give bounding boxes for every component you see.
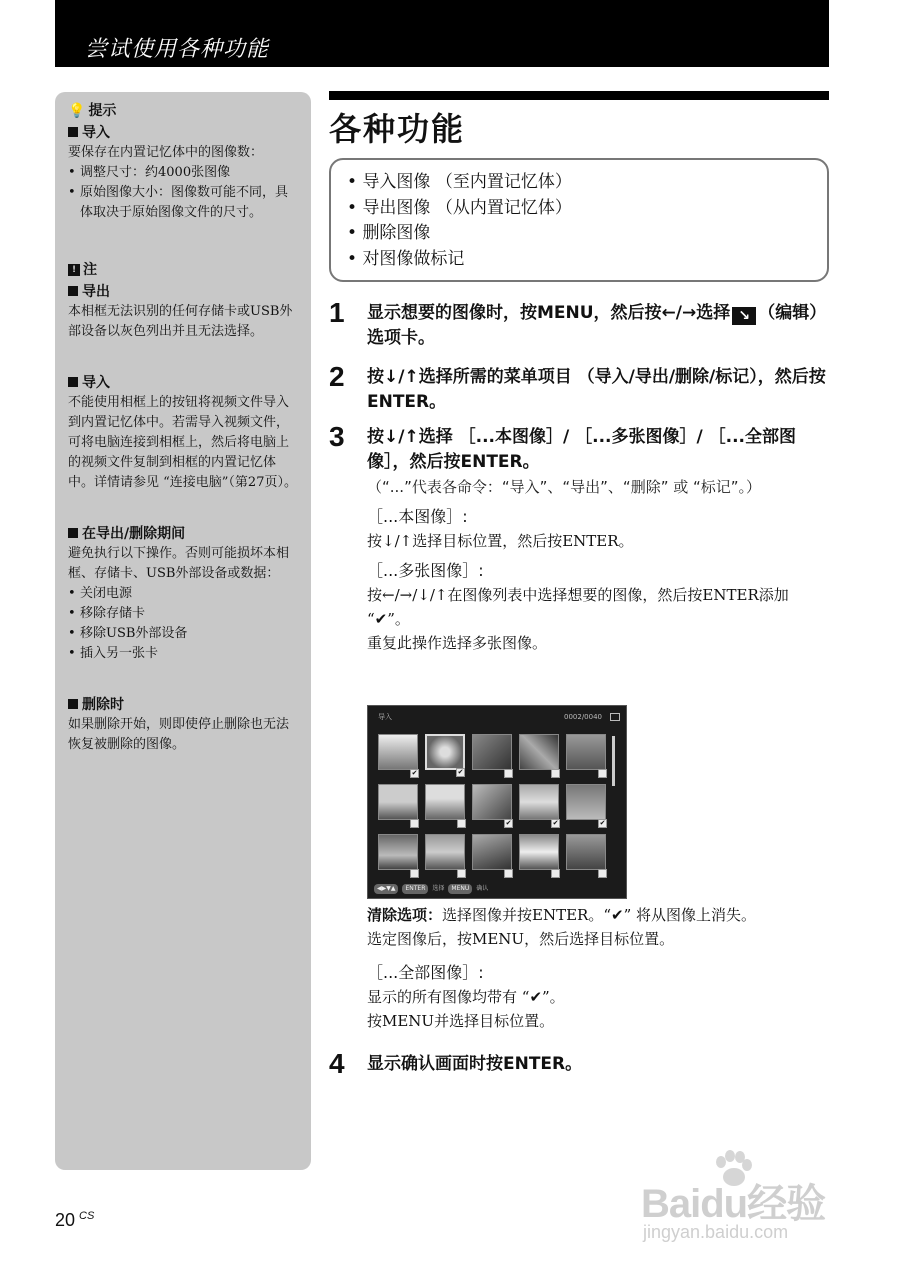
page-number: 20 $^{CS}$ bbox=[55, 1210, 95, 1230]
screen-title: 导入 bbox=[378, 713, 392, 721]
step-1 bbox=[329, 297, 829, 351]
check-icon: ✔ bbox=[599, 819, 606, 827]
sidebar-heading: 在导出/删除期间 bbox=[68, 524, 299, 544]
checkbox-icon bbox=[410, 869, 419, 878]
step-number: 4 bbox=[329, 1048, 345, 1079]
thumbnail bbox=[472, 734, 512, 770]
feature-item: • 导出图像 （从内置记忆体） bbox=[347, 196, 827, 222]
all-images-heading: ［...全部图像］: bbox=[367, 963, 484, 982]
list-item: • 插入另一张卡 bbox=[68, 644, 299, 664]
clear-option-text: 清除选项：选择图像并按ENTER。“✔” 将从图像上消失。 bbox=[367, 906, 757, 924]
screen-bottom-bar: ◀▶▼▲ ENTER 选择 MENU 确认 bbox=[374, 884, 488, 894]
thumbnail bbox=[519, 784, 559, 827]
sidebar-heading: 导出 bbox=[68, 282, 299, 302]
baidu-watermark bbox=[635, 1150, 855, 1250]
step-text: 显示确认画面时按ENTER。 bbox=[367, 1054, 583, 1074]
arrow-keys-icon: ◀▶▼▲ bbox=[374, 884, 398, 894]
tip-label: 💡 提示 bbox=[68, 103, 117, 119]
all-images-text: 显示的所有图像均带有 “✔”。 bbox=[367, 988, 565, 1006]
lightbulb-icon: 💡 bbox=[68, 103, 86, 119]
note-icon: ! bbox=[68, 264, 80, 276]
sidebar-heading: 删除时 bbox=[68, 695, 299, 715]
sidebar-list bbox=[68, 163, 299, 223]
watermark-url: jingyan.baidu.com bbox=[643, 1222, 789, 1242]
import-screen-capture bbox=[367, 705, 627, 899]
thumbnail bbox=[566, 784, 606, 827]
sidebar-heading: 导入 bbox=[68, 123, 299, 143]
checkbox-icon bbox=[551, 769, 560, 778]
note-label: ! 注 bbox=[68, 259, 299, 281]
thumbnail-selected bbox=[425, 734, 465, 776]
this-image-text: 按↓/↑选择目标位置，然后按ENTER。 bbox=[367, 532, 634, 550]
checkbox-icon bbox=[410, 819, 419, 828]
sidebar-text: 避免执行以下操作。否则可能损坏本相框、存储卡、USB外部设备或数据： bbox=[68, 546, 290, 581]
thumbnail bbox=[425, 784, 465, 820]
step-text: 按↓/↑选择所需的菜单项目 （导入/导出/删除/标记），然后按ENTER。 bbox=[367, 367, 826, 412]
list-item: • 关闭电源 bbox=[68, 584, 299, 604]
checkbox-icon bbox=[598, 769, 607, 778]
check-icon: ✔ bbox=[552, 819, 559, 827]
all-images-text-2: 按MENU并选择目标位置。 bbox=[367, 1012, 555, 1030]
step-number: 2 bbox=[329, 361, 345, 392]
step-4 bbox=[329, 1048, 829, 1079]
square-bullet-icon bbox=[68, 286, 78, 296]
checkbox-icon bbox=[551, 869, 560, 878]
memory-icon bbox=[610, 713, 620, 721]
thumbnail bbox=[566, 734, 606, 770]
feature-item: • 删除图像 bbox=[347, 221, 827, 247]
edit-tab-icon: ↘ bbox=[732, 307, 756, 325]
screen-counter: 0002/0040 bbox=[564, 713, 602, 721]
screen-top-bar bbox=[374, 711, 620, 723]
step-text: 按↓/↑选择 ［...本图像］/ ［...多张图像］/ ［...全部图像］，然后按ENTER。 （“...”代表各命令：“导入”、“导出”、“删除” 或 “标记”。） ［...本图像］: 按↓/↑选择目标位置，然后按ENTER。 ［...多张图像］: 按←/→/↓/↑在图像列表中选择想要的图像，然后按ENTER添加 “✔”。 重复此操作选择多张图像。 bbox=[367, 425, 829, 655]
screen-scrollbar bbox=[612, 736, 615, 786]
thumbnail bbox=[378, 834, 418, 870]
sidebar-text: 要保存在内置记忆体中的图像数： bbox=[68, 145, 264, 160]
list-item: • 移除存储卡 bbox=[68, 604, 299, 624]
page-title: 各种功能 bbox=[329, 110, 466, 148]
sidebar-text: 如果删除开始，则即使停止删除也无法恢复被删除的图像。 bbox=[68, 717, 290, 752]
thumbnail bbox=[425, 834, 465, 870]
sidebar-text: 不能使用相框上的按钮将视频文件导入到内置记忆体中。若需导入视频文件，可将电脑连接到相框上，然后将电脑上的视频文件复制到相框的内置记忆体中。详情请参见 “连接电脑”（第27页）。 bbox=[68, 395, 297, 490]
feature-list bbox=[347, 170, 827, 272]
step-text bbox=[367, 903, 829, 1033]
sidebar-list bbox=[68, 584, 299, 664]
sidebar-notes bbox=[55, 92, 311, 1170]
square-bullet-icon bbox=[68, 127, 78, 137]
checkbox-icon bbox=[504, 869, 513, 878]
section-title: 尝试使用各种功能 bbox=[85, 37, 270, 62]
square-bullet-icon bbox=[68, 699, 78, 709]
feature-item: • 导入图像 （至内置记忆体） bbox=[347, 170, 827, 196]
thumbnail bbox=[378, 734, 418, 777]
this-image-heading: ［...本图像］: bbox=[367, 507, 468, 526]
header-bar bbox=[55, 0, 829, 67]
check-icon: ✔ bbox=[505, 819, 512, 827]
watermark-brand: Baidu经验 bbox=[641, 1182, 826, 1226]
menu-key-icon: MENU bbox=[448, 884, 472, 894]
check-icon: ✔ bbox=[457, 768, 464, 776]
square-bullet-icon bbox=[68, 528, 78, 538]
list-item: • 移除USB外部设备 bbox=[68, 624, 299, 644]
checkbox-icon bbox=[504, 769, 513, 778]
square-bullet-icon bbox=[68, 377, 78, 387]
sidebar-text: 本相框无法识别的任何存储卡或USB外部设备以灰色列出并且无法选择。 bbox=[68, 304, 293, 339]
thumbnail bbox=[519, 734, 559, 770]
step-text: 显示想要的图像时，按MENU，然后按←/→选择 ↘ （编辑）选项卡。 bbox=[367, 303, 827, 348]
checkbox-icon bbox=[457, 819, 466, 828]
list-item: • 原始图像大小：图像数可能不同，具体取决于原始图像文件的尺寸。 bbox=[68, 183, 299, 223]
enter-key-icon: ENTER bbox=[402, 884, 428, 894]
step-number: 1 bbox=[329, 297, 345, 328]
multi-image-text: 按←/→/↓/↑在图像列表中选择想要的图像，然后按ENTER添加 “✔”。 bbox=[367, 586, 789, 628]
step-number: 3 bbox=[329, 421, 345, 452]
thumbnail bbox=[472, 834, 512, 870]
sidebar-heading: 导入 bbox=[68, 373, 299, 393]
checkbox-icon bbox=[457, 869, 466, 878]
checkbox-icon bbox=[598, 869, 607, 878]
thumbnail bbox=[472, 784, 512, 827]
title-rule bbox=[329, 91, 829, 100]
step-2 bbox=[329, 361, 829, 415]
thumbnail bbox=[566, 834, 606, 870]
multi-image-heading: ［...多张图像］: bbox=[367, 561, 484, 580]
check-icon: ✔ bbox=[411, 769, 418, 777]
thumbnail bbox=[519, 834, 559, 870]
step-note: （“...”代表各命令：“导入”、“导出”、“删除” 或 “标记”。） bbox=[367, 478, 762, 496]
step-3-continued bbox=[329, 903, 829, 1033]
step-3 bbox=[329, 421, 829, 655]
list-item: • 调整尺寸：约4000张图像 bbox=[68, 163, 299, 183]
feature-box bbox=[329, 158, 829, 282]
multi-image-repeat: 重复此操作选择多张图像。 bbox=[367, 634, 548, 652]
feature-item: • 对图像做标记 bbox=[347, 247, 827, 273]
after-select-text: 选定图像后，按MENU，然后选择目标位置。 bbox=[367, 930, 675, 948]
thumbnail bbox=[378, 784, 418, 820]
